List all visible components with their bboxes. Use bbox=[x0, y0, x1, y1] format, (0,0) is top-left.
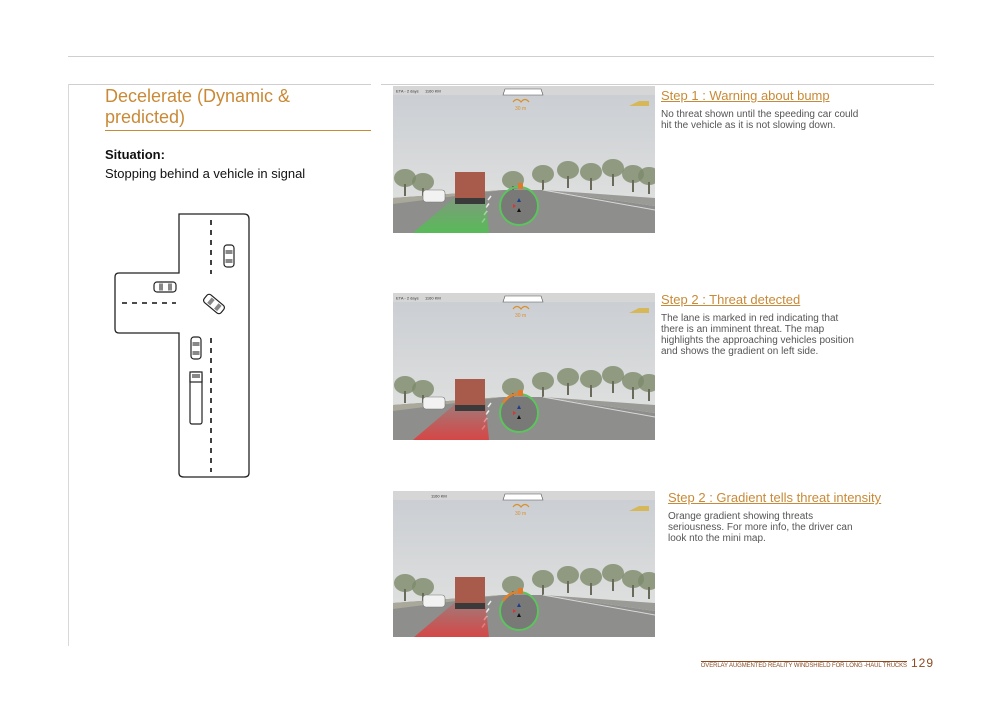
car-icon bbox=[154, 282, 176, 292]
intersection-diagram bbox=[110, 210, 260, 487]
truck bbox=[455, 577, 485, 607]
car bbox=[423, 595, 445, 607]
alert-marker bbox=[518, 183, 523, 189]
step-1-title: Step 1 : Warning about bump bbox=[661, 88, 830, 103]
left-margin-line bbox=[68, 84, 69, 646]
footer-title: OVERLAY AUGMENTED REALITY WINDSHIELD FOR LONG -HAUL TRUCKS bbox=[700, 663, 907, 669]
hud-distance: 1160 KM bbox=[425, 88, 441, 94]
top-rule bbox=[68, 56, 934, 57]
minimap bbox=[500, 187, 538, 225]
step-2-description: The lane is marked in red indicating that there is an imminent threat. The map highlights the approaching vehicles position and shows the gradient on left side. bbox=[661, 313, 854, 357]
truck bbox=[455, 379, 485, 409]
step-1-description: No threat shown until the speeding car could hit the vehicle as it is not slowing down. bbox=[661, 109, 859, 131]
page-footer bbox=[701, 656, 934, 670]
car-icon bbox=[191, 337, 201, 359]
car bbox=[423, 397, 445, 409]
page-number: 129 bbox=[910, 656, 934, 670]
step-3-description: Orange gradient showing threats seriousness. For more info, the driver can look nto the mini map. bbox=[668, 511, 853, 544]
hud-eta: ETA - 2 days bbox=[396, 295, 419, 301]
page-title: Decelerate (Dynamic & predicted) bbox=[105, 86, 371, 131]
section-rule-right bbox=[381, 84, 934, 85]
car-icon bbox=[224, 245, 234, 267]
situation-text: Stopping behind a vehicle in signal bbox=[105, 166, 306, 181]
hud-screenshot-step-2 bbox=[393, 293, 655, 440]
car bbox=[423, 190, 445, 202]
alert-marker bbox=[518, 390, 523, 396]
hud-distance-marker: 30 m bbox=[515, 511, 527, 517]
hud-distance: 1160 KM bbox=[431, 493, 447, 499]
situation-label: Situation: bbox=[105, 147, 165, 162]
truck-icon bbox=[190, 372, 202, 424]
alert-marker bbox=[518, 588, 523, 594]
hud-distance-marker: 30 m bbox=[515, 106, 527, 112]
hud-eta: ETA - 2 days bbox=[396, 88, 419, 94]
truck bbox=[455, 172, 485, 202]
hud-screenshot-step-1 bbox=[393, 86, 655, 233]
step-3-title: Step 2 : Gradient tells threat intensity bbox=[668, 490, 882, 505]
step-2-title: Step 2 : Threat detected bbox=[661, 292, 801, 307]
hud-distance: 1160 KM bbox=[425, 295, 441, 301]
section-rule-left bbox=[68, 84, 371, 85]
hud-screenshot-step-3 bbox=[393, 491, 655, 637]
hud-distance-marker: 30 m bbox=[515, 313, 527, 319]
